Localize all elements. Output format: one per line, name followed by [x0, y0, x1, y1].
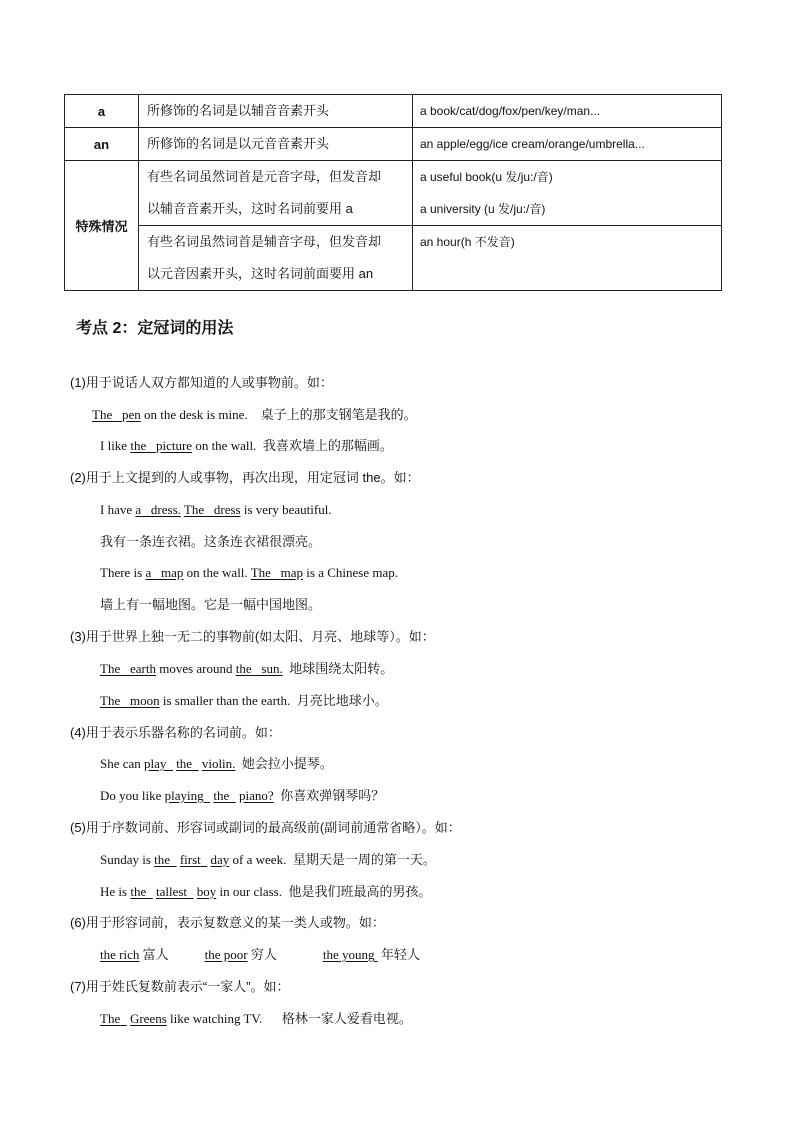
example-text: a university (u 发/ju:/音): [420, 202, 546, 216]
example-sentence: I have a dress. The dress is very beautiful.: [100, 502, 332, 517]
usage-rule: (4)用于表示乐器名称的名词前。如：: [70, 725, 281, 740]
rule-text: 有些名词虽然词首是辅音字母，但发音却: [147, 234, 382, 249]
example-text: a book/cat/dog/fox/pen/key/man...: [420, 104, 601, 118]
example-sentence: She can play the violin. 她会拉小提琴。: [100, 756, 333, 771]
example-sentence: He is the tallest boy in our class. 他是我们班最高的男孩。: [100, 884, 432, 899]
table-row: [65, 128, 722, 161]
example-sentence: The moon is smaller than the earth. 月亮比地球小。: [100, 693, 388, 708]
translation: 墙上有一幅地图。它是一幅中国地图。: [100, 597, 322, 612]
rule-text: 有些名词虽然词首是元音字母，但发音却: [147, 169, 382, 184]
usage-rule: (5)用于序数词前、形容词或副词的最高级前(副词前通常省略）。如：: [70, 820, 461, 835]
rule-text: 以辅音音素开头，这时名词前要用 a: [147, 201, 353, 216]
usage-rule: (2)用于上文提到的人或事物，再次出现，用定冠词 the。如：: [70, 470, 420, 485]
example-sentence: I like the picture on the wall. 我喜欢墙上的那幅画。: [100, 438, 393, 453]
example-sentence: The Greens like watching TV. 格林一家人爱看电视。: [100, 1011, 412, 1026]
table-row: [65, 95, 722, 128]
translation: 我有一条连衣裙。这条连衣裙很漂亮。: [100, 534, 322, 549]
example-text: an hour(h 不发音): [420, 235, 515, 249]
row-label: an: [65, 128, 139, 161]
usage-rule: (3)用于世界上独一无二的事物前(如太阳、月亮、地球等）。如：: [70, 629, 435, 644]
usage-rule: (6)用于形容词前，表示复数意义的某一类人或物。如：: [70, 915, 385, 930]
example-sentence: There is a map on the wall. The map is a Chinese map.: [100, 565, 399, 580]
rule-text: 所修饰的名词是以元音音素开头: [147, 136, 330, 151]
usage-rule: (7)用于姓氏复数前表示“一家人”。如：: [70, 979, 290, 994]
usage-rule: (1)用于说话人双方都知道的人或事物前。如：: [70, 375, 333, 390]
row-label: 特殊情况: [65, 161, 139, 291]
example-sentence: The pen on the desk is mine. 桌子上的那支钢笔是我的。: [92, 407, 417, 422]
example-text: a useful book(u 发/ju:/音): [420, 170, 553, 184]
example-sentence: Sunday is the first day of a week. 星期天是一周的第一天。: [100, 852, 436, 867]
article-usage-table: [64, 94, 722, 291]
example-sentence: the rich 富人 the poor 穷人 the young 年轻人: [100, 947, 420, 962]
table-row: [65, 226, 722, 291]
example-sentence: Do you like playing the piano? 你喜欢弹钢琴吗？: [100, 788, 385, 803]
table-row: [65, 161, 722, 226]
example-sentence: The earth moves around the sun. 地球围绕太阳转。: [100, 661, 394, 676]
example-text: an apple/egg/ice cream/orange/umbrella...: [420, 137, 645, 151]
rule-text: 以元音因素开头，这时名词前面要用 an: [147, 266, 374, 281]
rule-text: 所修饰的名词是以辅音音素开头: [147, 103, 330, 118]
row-label: a: [65, 95, 139, 128]
section-heading: 考点 2：定冠词的用法: [76, 320, 234, 337]
